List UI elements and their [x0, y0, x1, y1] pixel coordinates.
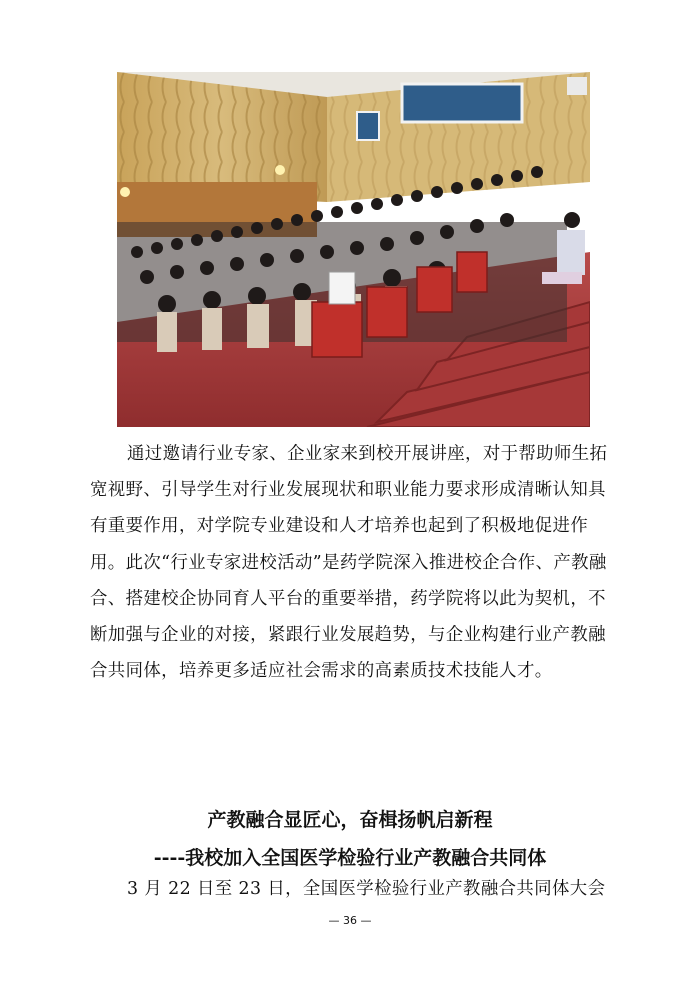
section-heading: 产教融合显匠心，奋楫扬帆启新程 [207, 809, 493, 831]
body-paragraph-1: 通过邀请行业专家、企业家来到校开展讲座，对于帮助师生拓宽视野、引导学生对行业发展现状和职业能力要求形成清晰认知具有重要作用，对学院专业建设和人才培养也起到了积极地促进作用。此次“行业专家进校活动”是药学院深入推进校企合作、产教融合、搭建校企协同育人平台的重要举措，药学院将以此为契机，不断加强与企业的对接，紧跟行业发展趋势，与企业构建行业产教融合共同体，培养更多适应社会需求的高素质技术技能人才。 [90, 444, 608, 682]
page-number: — 36 — [328, 914, 372, 927]
body-paragraph-2: 3 月 22 日至 23 日，全国医学检验行业产教融合共同体大会 [127, 879, 606, 899]
section-subheading: ----我校加入全国医学检验行业产教融合共同体 [153, 847, 547, 869]
lecture-hall-photo [117, 72, 590, 427]
